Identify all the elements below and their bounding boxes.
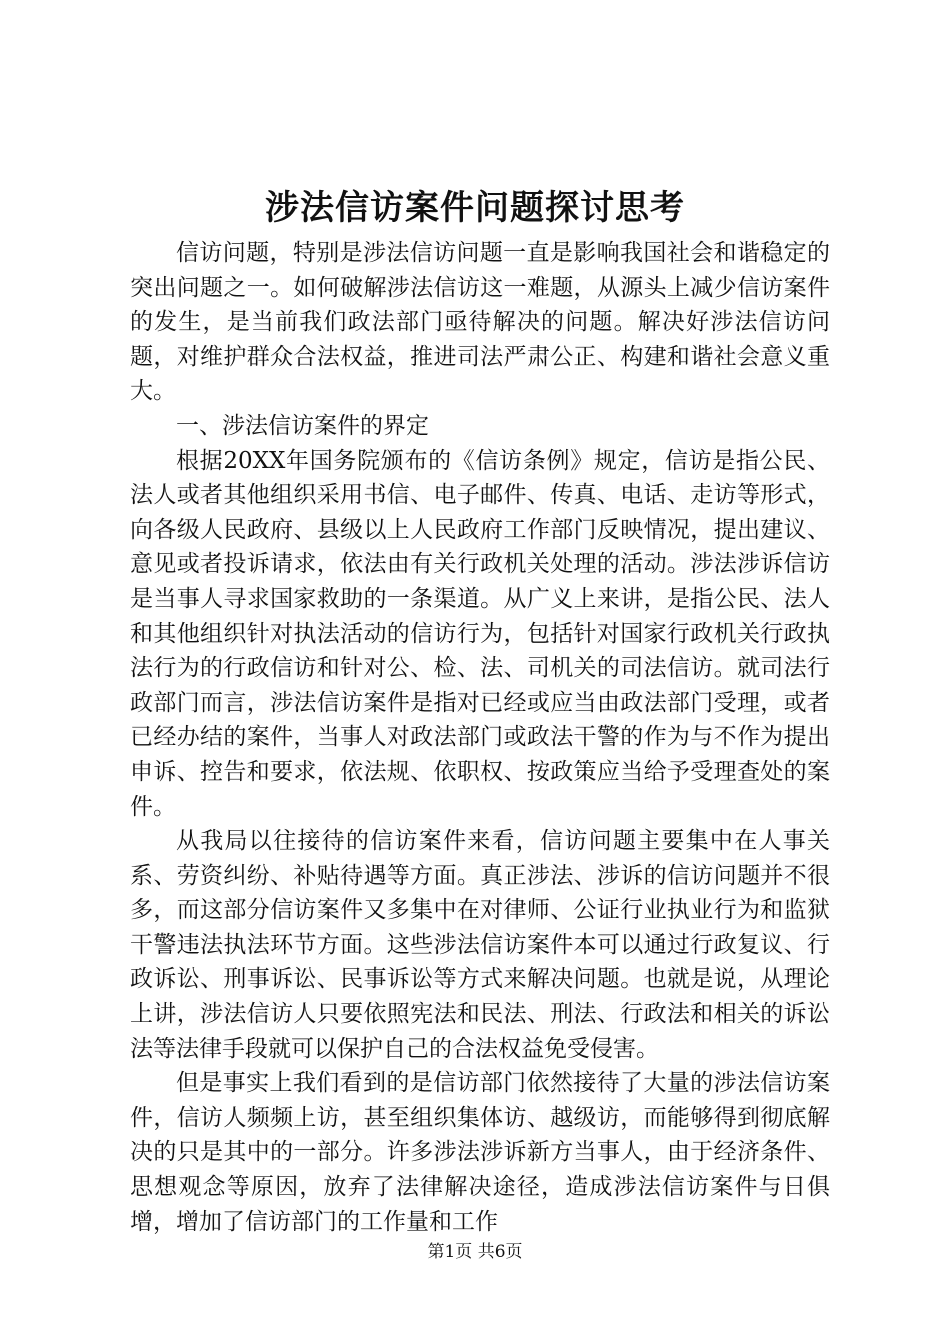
- page-number-footer: 第1页 共6页: [427, 1242, 523, 1262]
- paragraph-bureau-cases: 从我局以往接待的信访案件来看，信访问题主要集中在人事关系、劳资纠纷、补贴待遇等方面。真正涉法、涉诉的信访问题并不很多，而这部分信访案件又多集中在对律师、公证行业执业行为和监狱干警违法执法环节方面。这些涉法信访案件本可以通过行政复议、行政诉讼、刑事诉讼、民事诉讼等方式来解决问题。也就是说，从理论上讲，涉法信访人只要依照宪法和民法、刑法、行政法和相关的诉讼法等法律手段就可以保护自己的合法权益免受侵害。: [130, 828, 830, 1062]
- document-body: [130, 236, 830, 1239]
- paragraph-reality: 但是事实上我们看到的是信访部门依然接待了大量的涉法信访案件，信访人频频上访，甚至组织集体访、越级访，而能够得到彻底解决的只是其中的一部分。许多涉法涉诉新方当事人，由于经济条件、思想观念等原因，放弃了法律解决途径，造成涉法信访案件与日俱增，增加了信访部门的工作量和工作: [130, 1070, 830, 1235]
- paragraph-intro: 信访问题，特别是涉法信访问题一直是影响我国社会和谐稳定的突出问题之一。如何破解涉法信访这一难题，从源头上减少信访案件的发生，是当前我们政法部门亟待解决的问题。解决好涉法信访问题，对维护群众合法权益，推进司法严肃公正、构建和谐社会意义重大。: [130, 240, 830, 405]
- document-title: 涉法信访案件问题探讨思考: [265, 188, 685, 228]
- paragraph-definition: 根据20XX年国务院颁布的《信访条例》规定，信访是指公民、法人或者其他组织采用书信、电子邮件、传真、电话、走访等形式，向各级人民政府、县级以上人民政府工作部门反映情况，提出建议、意见或者投诉请求，依法由有关行政机关处理的活动。涉法涉诉信访是当事人寻求国家救助的一条渠道。从广义上来讲，是指公民、法人和其他组织针对执法活动的信访行为，包括针对国家行政机关行政执法行为的行政信访和针对公、检、法、司机关的司法信访。就司法行政部门而言，涉法信访案件是指对已经或应当由政法部门受理，或者已经办结的案件，当事人对政法部门或政法干警的作为与不作为提出申诉、控告和要求，依法规、依职权、按政策应当给予受理查处的案件。: [130, 447, 830, 820]
- section-heading-1: 一、涉法信访案件的界定: [176, 412, 429, 439]
